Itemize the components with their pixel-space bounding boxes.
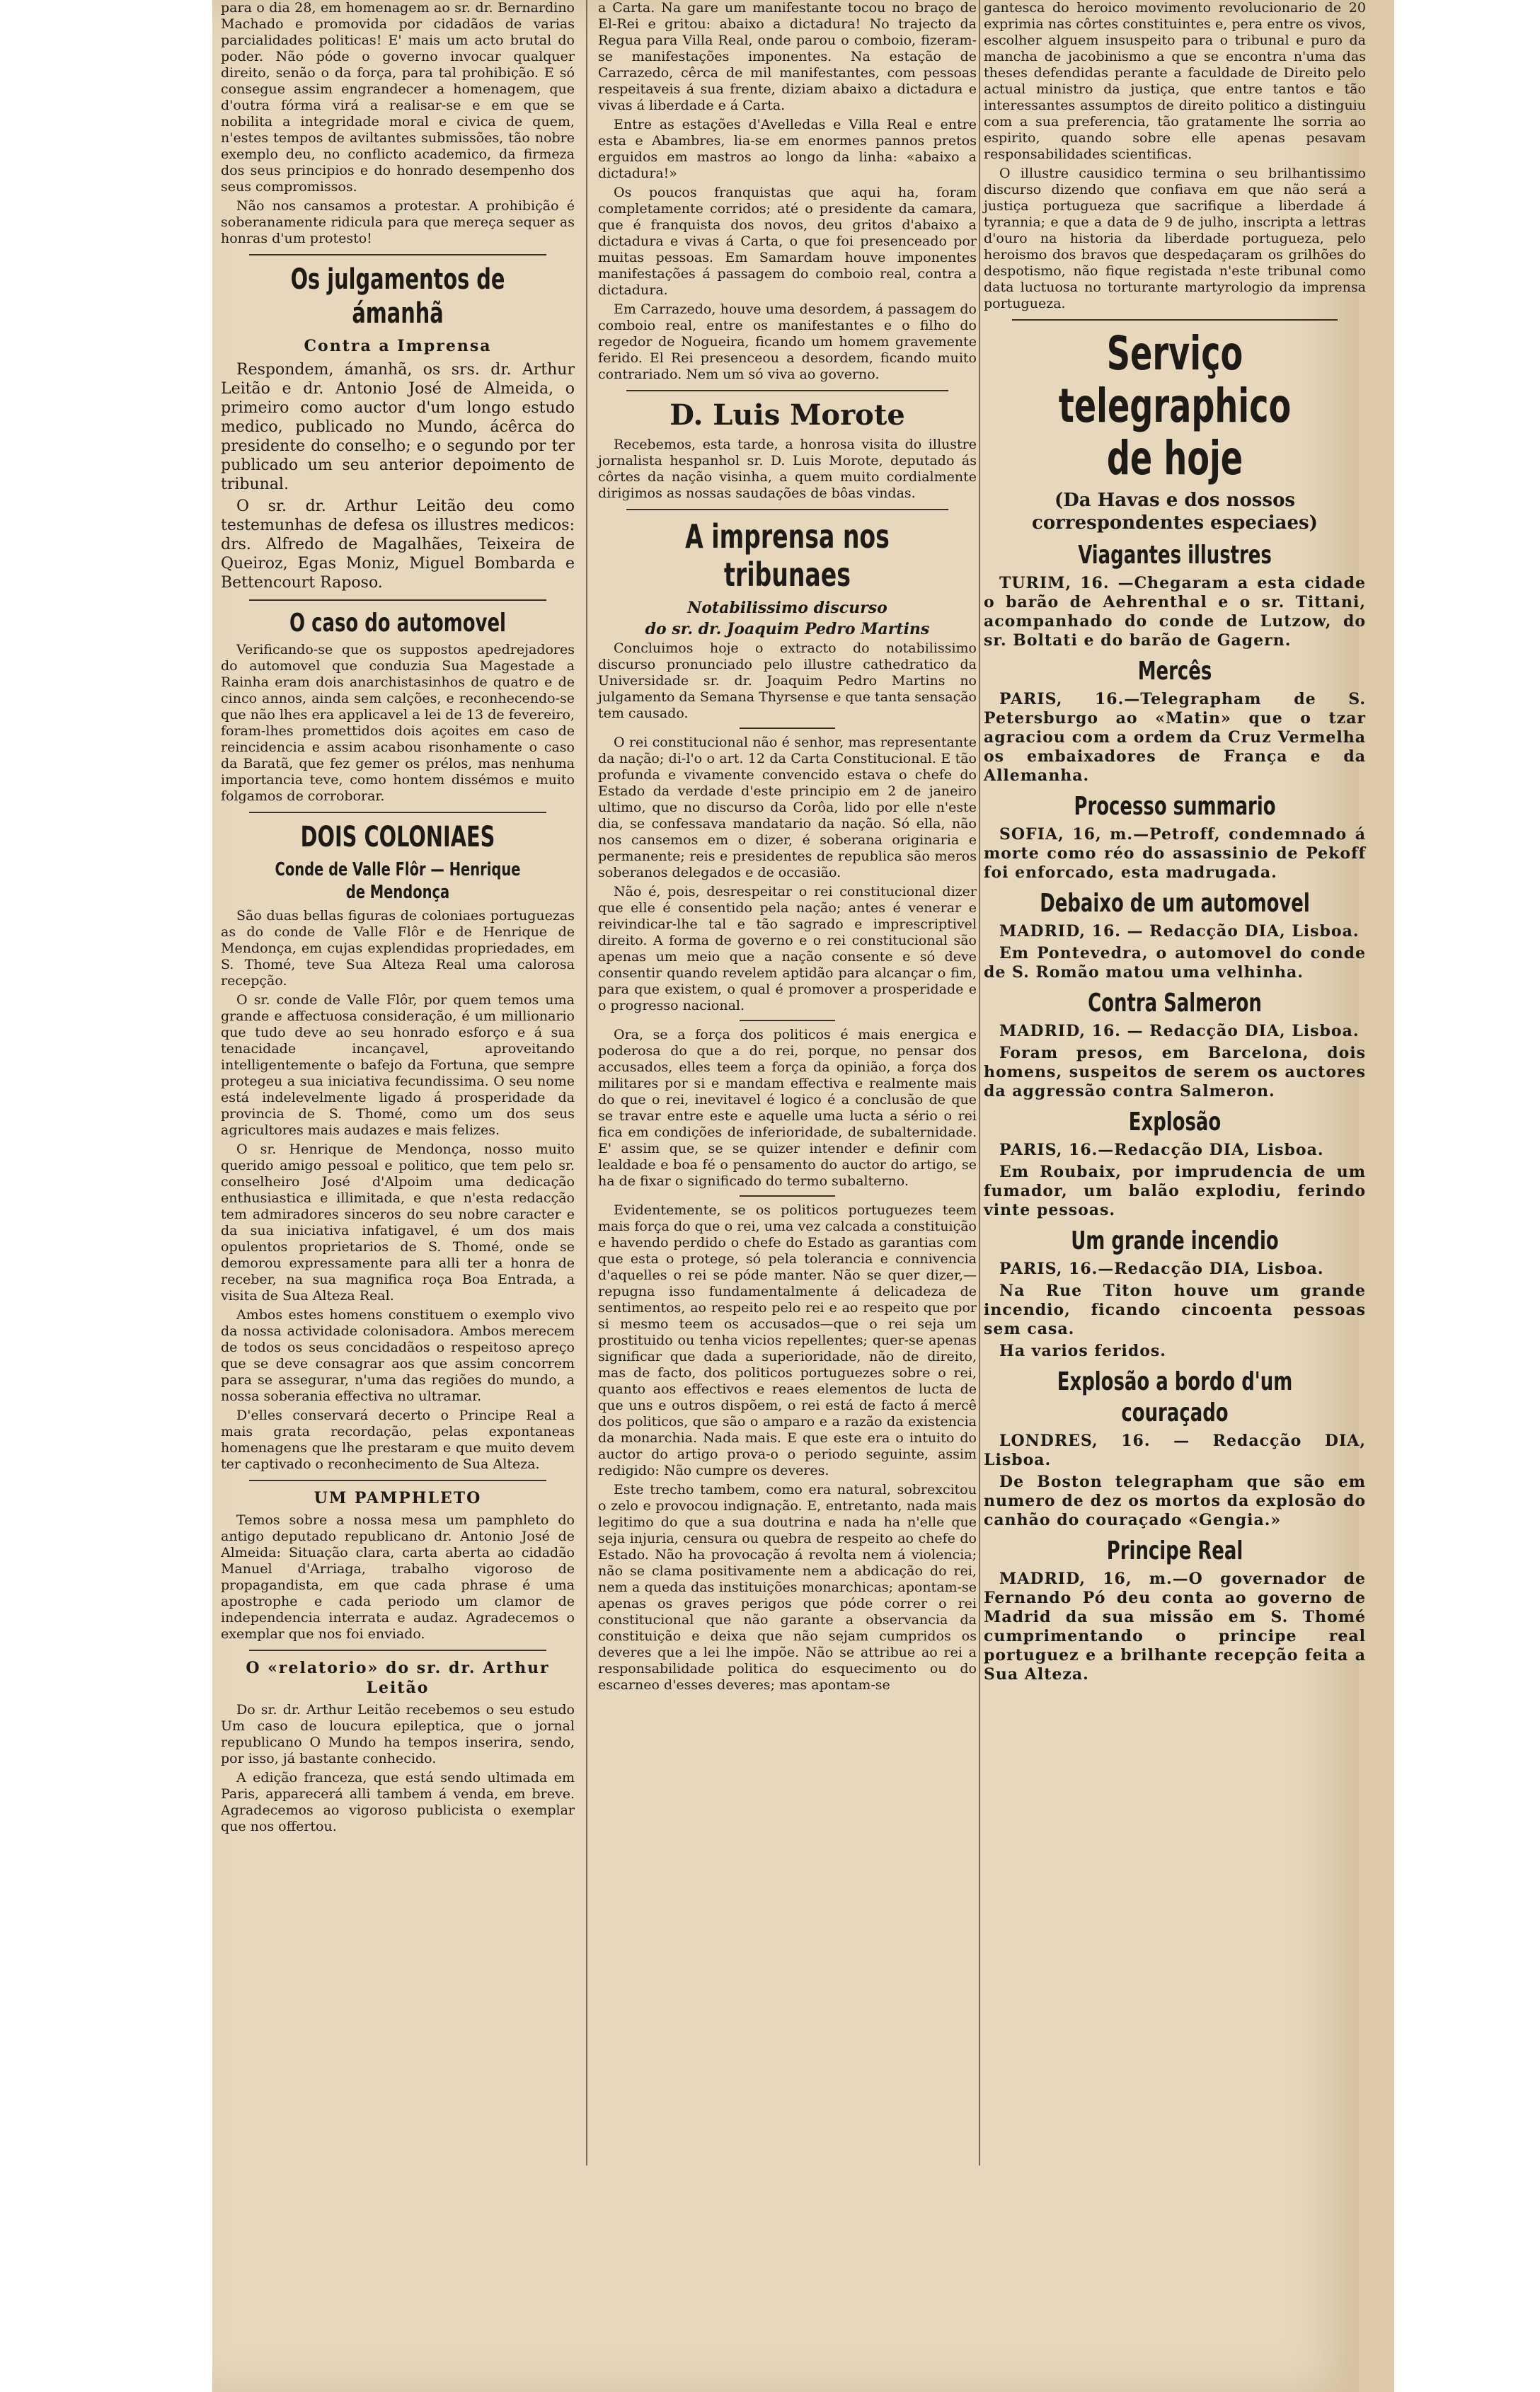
- telegram-text: Em Roubaix, por imprudencia de um fumador, um balão explodiu, ferindo vinte pessoas.: [984, 1163, 1366, 1219]
- telegram-text: SOFIA, 16, m.—Petroff, condemnado á morte como réo do assassinio de Pekoff foi enforcado, esta madrugada.: [984, 825, 1366, 882]
- subheadline-valle-flor: Conde de Valle Flôr — Henrique de Mendonça: [275, 859, 521, 903]
- article-paragraph: Do sr. dr. Arthur Leitão recebemos o seu estudo Um caso de loucura epileptica, que o jornal republicano O Mundo ha tempos inserira, sendo, por isso, já bastante conhecido.: [221, 1702, 575, 1766]
- telegram-text: MADRID, 16. — Redacção DIA, Lisboa.: [999, 1022, 1360, 1040]
- headline-debaixo-automovel: Debaixo de um automovel: [1040, 889, 1310, 918]
- article-paragraph: O rei constitucional não é senhor, mas representante da nação; di-l'o o art. 12 da Carta Constitucional. E tão profunda e vivamente convencido estava o chefe do Estado da verdade d'este principio em 2 de janeiro ultimo, que no discurso da Corôa, lido por elle n'este dia, se confessava mandatario da nação. Só ella, não nos cansemos em o dizer, é soberana originaria e permanente; reis e presidentes de republica são meros soberanos delegados e de occasião.: [598, 735, 977, 880]
- col3-paragraph: gantesca do heroico movimento revolucionario de 20 exprimia nas côrtes constituintes e, pera entre os vivos, escolher alguem insuspeito para o tribunal e puro da mancha de jacobinismo a que se encontra n'uma das theses defendidas perante a faculdade de Direito pelo actual ministro da justiça, que entre tantos e tão interessantes assumptos de direito politico a distinguiu com a sua preferencia, tão gratamente lhe sorria ao espirito, quando sobre elle apenas pesavam responsabilidades scientificas.: [984, 0, 1366, 162]
- article-paragraph: O sr. dr. Arthur Leitão deu como testemunhas de defesa os illustres medicos: drs. Alfredo de Magalhães, Teixeira de Queiroz, Egas Moniz, Miguel Bombarda e Bettencourt Raposo.: [221, 498, 575, 592]
- article-paragraph: Evidentemente, se os politicos portuguezes teem mais força do que o rei, uma vez calcada a constituição e havendo perdido o chefe do Estado as garantias com que esta o protege, só pela tolerancia e connivencia d'aquelles o rei se póde manter. Não se quer dizer,—repugna isso fundamentalmente á delicadeza de sentimentos, ao respeito pelo rei e ao respeito que por si mesmo teem os accusados—que o rei seja um prostituido ou tenha vicios repellentes; quer-se apenas significar que dada a superioridade, não de direito, mas de facto, dos politicos portuguezes sobre o rei, quanto aos effectivos e reaes elementos de lucta de que uns e outros dispõem, o rei está de facto á mercê dos politicos, que são o amparo e a razão da existencia da monarchia. Nada mais. E que este era o intuito do auctor do artigo prova-o o periodo seguinte, assim redigido: Não cumpre os deveres.: [598, 1202, 977, 1478]
- headline-merces: Mercês: [1137, 657, 1212, 686]
- divider: [740, 1020, 835, 1021]
- article-paragraph: Concluimos hoje o extracto do notabilissimo discurso pronunciado pelo illustre cathedratico da Universidade sr. dr. Joaquim Pedro Martins no julgamento da Semana Thyrsense e que tanta sensação tem causado.: [598, 640, 977, 721]
- subheadline-joaquim-pedro-martins: do sr. dr. Joaquim Pedro Martins: [645, 620, 930, 638]
- divider: [249, 254, 546, 255]
- telegram-text: PARIS, 16.—Telegrapham de S. Petersburgo ao «Matin» que o tzar agraciou com a ordem da Cruz Vermelha os embaixadores de França e da Allemanha.: [984, 690, 1366, 785]
- subheadline-discurso: Notabilissimo discurso: [687, 599, 887, 617]
- divider: [626, 390, 948, 391]
- telegram-text: Na Rue Titon houve um grande incendio, ficando cincoenta pessoas sem casa.: [984, 1282, 1366, 1338]
- article-paragraph: Verificando-se que os suppostos apedrejadores do automovel que conduzia Sua Magestade a Rainha eram dois anarchistasinhos de quatro e de cinco annos, ainda sem calções, e reconhecendo-se que não lhes era applicavel a lei de 13 de fevereiro, foram-lhes promettidos dois açoites em caso de reincidencia e assim acabou risonhamente o caso da Baratã, que fez gemer os prélos, mas nenhuma importancia teve, como hontem dissémos e muito folgamos de corroborar.: [221, 642, 575, 804]
- col1-paragraph: para o dia 28, em homenagem ao sr. dr. Bernardino Machado e promovida por cidadãos de varias parcialidades politicas! E' mais um acto brutal do poder. Não póde o governo invocar qualquer direito, senão o da força, para tal prohibição. E só consegue assim engrandecer a homenagem, que d'outra fórma virá a realisar-se e em que se nobilita a integridade moral e civica de quem, n'estes tempos de aviltantes submissões, tão nobre exemplo deu, no conflicto academico, da firmeza dos seus principios e do honrado desempenho dos seus compromissos.: [221, 0, 575, 195]
- headline-principe-real: Principe Real: [1106, 1536, 1243, 1565]
- headline-couracado: Explosão a bordo d'um couraçado: [1057, 1367, 1293, 1427]
- divider: [740, 728, 835, 729]
- article-paragraph: A edição franceza, que está sendo ultimada em Paris, apparecerá alli tambem á venda, em breve. Agradecemos ao vigoroso publicista o exemplar que nos offertou.: [221, 1770, 575, 1834]
- column-1: [221, 0, 575, 1838]
- divider: [626, 509, 948, 510]
- headline-servico-telegraphico: Serviço telegraphico: [1058, 326, 1292, 433]
- article-paragraph: Temos sobre a nossa mesa um pamphleto do antigo deputado republicano dr. Antonio José de Almeida: Situação clara, carta aberta ao cidadão Manuel d'Arriaga, trabalho vigoroso de propagandista, em que cada phrase é uma apostrophe e cada periodo um clamor de independencia interrata e audaz. Agradecemos o exemplar que nos foi enviado.: [221, 1512, 575, 1642]
- telegram-text: LONDRES, 16. — Redacção DIA, Lisboa.: [984, 1432, 1366, 1469]
- column-3: [984, 0, 1366, 1687]
- telegram-text: Foram presos, em Barcelona, dois homens, suspeitos de serem os auctores da aggressão contra Salmeron.: [984, 1044, 1366, 1100]
- col1-paragraph: Não nos cansamos a protestar. A prohibição é soberanamente ridicula para que mereça sequer as honras d'um protesto!: [221, 198, 575, 246]
- headline-relatorio: O «relatorio» do sr. dr. Arthur Leitão: [246, 1659, 550, 1697]
- column-rule-1: [586, 0, 587, 2166]
- subheadline-havas: (Da Havas e dos nossos correspondentes especiaes): [1032, 490, 1318, 534]
- telegram-text: De Boston telegrapham que são em numero de dez os mortos da explosão do canhão do couraçado «Gengia.»: [984, 1473, 1366, 1529]
- col2-paragraph: a Carta. Na gare um manifestante tocou no braço de El-Rei e gritou: abaixo a dictadura! No trajecto da Regua para Villa Real, onde parou o comboio, fizeram-se manifestações imponentes. Na estação de Carrazedo, cêrca de mil manifestantes, com pessoas respeitaveis á sua frente, diziam abaixo a dictadura e vivas á liberdade e á Carta.: [598, 0, 977, 113]
- divider: [249, 1480, 546, 1481]
- telegram-text: MADRID, 16, m.—O governador de Fernando Pó deu conta ao governo de Madrid da sua missão em S. Thomé cumprimentando o principe real portuguez e a brilhante recepção feita a Sua Alteza.: [984, 1570, 1366, 1684]
- headline-automovel: O caso do automovel: [289, 609, 506, 638]
- column-2: [598, 0, 977, 1696]
- headline-julgamentos: Os julgamentos de ámanhã: [290, 263, 505, 330]
- headline-dois-coloniaes: DOIS COLONIAES: [300, 821, 495, 853]
- article-paragraph: D'elles conservará decerto o Principe Real a mais grata recordação, pelas expontaneas homenagens que lhe prestaram e que muito devem ter captivado o reconhecimento de Sua Alteza.: [221, 1408, 575, 1472]
- headline-salmeron: Contra Salmeron: [1088, 989, 1262, 1018]
- article-paragraph: Ora, se a força dos politicos é mais energica e poderosa do que a do rei, porque, no pensar dos accusados, elles teem a força da opinião, a força dos militares por si e mandam effectiva e realmente mais do que o rei, inevitavel é logico é a conclusão de que se travar entre este e aquelle uma lucta a sério o rei fica em condições de inferioridade, de subalternidade. E' assim que, se se quizer intender e definir com lealdade e boa fé o pensamento do auctor do artigo, se ha de fixar o significado do termo subalterno.: [598, 1027, 977, 1189]
- col3-paragraph: O illustre causidico termina o seu brilhantissimo discurso dizendo que confiava em que não será a justiça portugueza que sacrifique a liberdade á tyrannia; e que a data de 9 de julho, inscripta a lettras d'ouro na historia da liberdade portugueza, pelo heroismo dos bravos que despedaçaram os grilhões do despotismo, não fique registada n'este tribunal como data luctuosa no torturante martyrologio da imprensa portugueza.: [984, 166, 1366, 311]
- headline-de-hoje: de hoje: [1106, 431, 1243, 485]
- divider: [249, 599, 546, 601]
- column-rule-2: [979, 0, 980, 2166]
- col2-paragraph: Os poucos franquistas que aqui ha, foram completamente corridos; até o presidente da camara, que é franquista dos novos, deu gritos d'abaixo a dictadura e vivas á Carta, o que foi presenceado por muitas pessoas. Em Samardam houve imponentes manifestações á passagem do comboio real, contra a dictadura.: [598, 185, 977, 298]
- headline-imprensa-tribunaes: A imprensa nos tribunaes: [685, 517, 890, 594]
- telegram-text: Em Pontevedra, o automovel do conde de S. Romão matou uma velhinha.: [984, 944, 1366, 982]
- headline-processo: Processo summario: [1074, 792, 1276, 821]
- article-paragraph: São duas bellas figuras de coloniaes portuguezas as do conde de Valle Flôr e de Henrique de Mendonça, em cujas explendidas propriedades, em S. Thomé, teve Sua Alteza Real uma calorosa recepção.: [221, 908, 575, 989]
- article-paragraph: Este trecho tambem, como era natural, sobrexcitou o zelo e provocou indignação. E, entretanto, nada mais legitimo do que a sua doutrina e nada ha n'elle que seja injuria, censura ou quebra de respeito ao chefe do Estado. Não ha provocação á revolta nem á violencia; não se clama positivamente nem a abdicação do rei, nem a queda das instituições monarchicas; apontam-se apenas os graves perigos que póde correr o rei constitucional que não garante a observancia da constituição e deixa que não sejam cumpridos os deveres que a lei lhe impõe. Não se attribue ao rei a responsabilidade politica do esquecimento ou do escarneo d'esses deveres; mas apontam-se: [598, 1482, 977, 1693]
- headline-morote: D. Luis Morote: [670, 398, 905, 432]
- divider: [740, 1195, 835, 1197]
- article-paragraph: Ambos estes homens constituem o exemplo vivo da nossa actividade colonisadora. Ambos merecem de todos os seus concidadãos o respeitoso apreço que se deve consagrar aos que assim concorrem para se assegurar, n'uma das regiões do mundo, a nossa soberania effectiva no ultramar.: [221, 1307, 575, 1404]
- headline-incendio: Um grande incendio: [1071, 1226, 1279, 1255]
- headline-pamphleto: UM PAMPHLETO: [314, 1489, 482, 1507]
- article-paragraph: O sr. conde de Valle Flôr, por quem temos uma grande e affectuosa consideração, é um millionario que tudo deve ao seu honrado esforço e á sua tenacidade incançavel, aproveitando intelligentemente o bafejo da Fortuna, que sempre protegeu a sua iniciativa fecundissima. O seu nome está indelevelmente ligado á prosperidade da provincia de S. Thomé, como um dos seus agricultores mais audazes e mais felizes.: [221, 992, 575, 1138]
- article-paragraph: Não é, pois, desrespeitar o rei constitucional dizer que elle é consentido pela nação; antes é venerar e reivindicar-lhe tal e tão sagrado e imprescriptivel direito. A forma de governo e o rei constitucional são apenas um meio que a nação consente e só deve consentir quando revelem aptidão para alcançar o fim, para que existem, o qual é promover a prosperidade e o progresso nacional.: [598, 884, 977, 1013]
- subheadline-imprensa: Contra a Imprensa: [304, 337, 492, 355]
- telegram-text: TURIM, 16. —Chegaram a esta cidade o barão de Aehrenthal e o sr. Tittani, acompanhado do conde de Lutzow, do sr. Boltati e do barão de Gagern.: [984, 574, 1366, 650]
- divider: [1012, 319, 1338, 321]
- telegram-text: PARIS, 16.—Redacção DIA, Lisboa.: [999, 1141, 1324, 1159]
- col2-paragraph: Entre as estações d'Avelledas e Villa Real e entre esta e Abambres, lia-se em enormes pannos pretos erguidos em mastros ao longo da linha: «abaixo a dictadura!»: [598, 117, 977, 181]
- article-paragraph: O sr. Henrique de Mendonça, nosso muito querido amigo pessoal e politico, que tem pelo sr. conselheiro José d'Alpoim uma dedicação enthusiastica e illimitada, e que n'esta redacção tem admiradores sinceros do seu nobre caracter e da sua iniciativa infatigavel, é um dos mais opulentos proprietarios de S. Thomé, onde se demorou expressamente para alli ter a honra de receber, na sua magnifica roça Boa Entrada, a visita de Sua Alteza Real.: [221, 1142, 575, 1304]
- telegram-text: MADRID, 16. — Redacção DIA, Lisboa.: [999, 922, 1360, 941]
- article-paragraph: Recebemos, esta tarde, a honrosa visita do illustre jornalista hespanhol sr. D. Luis Morote, deputado ás côrtes da nação visinha, a quem muito cordialmente dirigimos as nossas saudações de bôas vindas.: [598, 437, 977, 501]
- article-paragraph: Respondem, ámanhã, os srs. dr. Arthur Leitão e dr. Antonio José de Almeida, o primeiro como auctor d'um longo estudo medico, publicado no Mundo, ácêrca do presidente do conselho; e o segundo por ter publicado um seu anterior depoimento de tribunal.: [221, 361, 575, 493]
- divider: [249, 812, 546, 813]
- headline-viagantes: Viagantes illustres: [1078, 541, 1272, 570]
- headline-explosao: Explosão: [1128, 1108, 1222, 1137]
- col2-paragraph: Em Carrazedo, houve uma desordem, á passagem do comboio real, entre os manifestantes e o filho do regedor de Nogueira, ficando um homem gravemente ferido. El Rei presenceou a desordem, ficando muito contrariado. Nem um só viva ao governo.: [598, 301, 977, 382]
- telegram-text: Ha varios feridos.: [999, 1342, 1166, 1360]
- divider: [249, 1650, 546, 1651]
- telegram-text: PARIS, 16.—Redacção DIA, Lisboa.: [999, 1260, 1324, 1278]
